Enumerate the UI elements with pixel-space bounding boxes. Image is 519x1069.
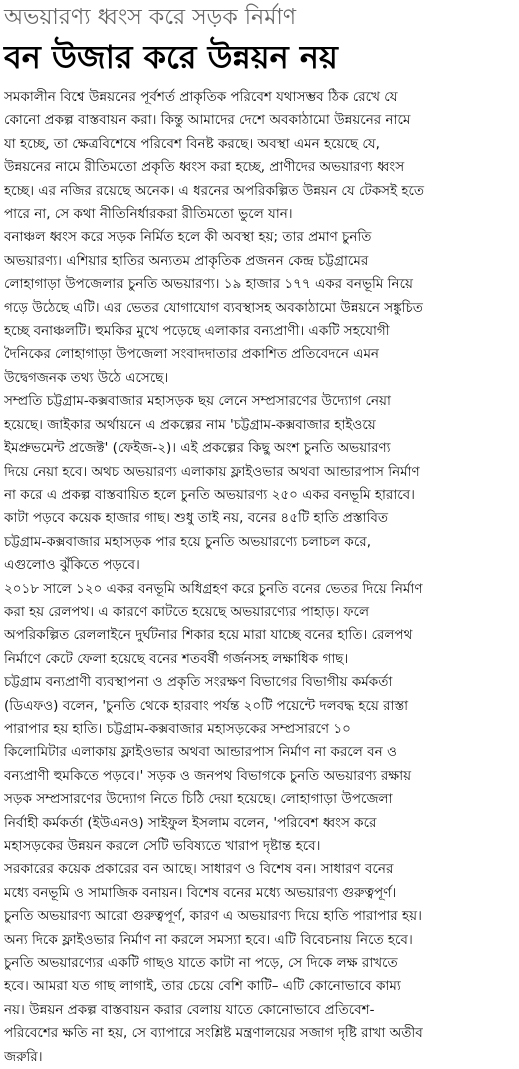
paragraph-line: পারে না, সে কথা নীতিনির্ধারকরা রীতিমতো ভুলে যান।: [4, 206, 293, 223]
paragraph-line: গড়ে উঠেছে এটি। এর ভেতর যোগাযোগ ব্যবস্থাসহ অবকাঠামো উন্নয়নে সঙ্কুচিত: [4, 299, 423, 316]
paragraph-line: ইমপ্রুভমেন্ট প্রজেক্ট' (ফেইজ-২)। এই প্রকল্পের কিছু অংশ চুনতি অভয়ারণ্য: [4, 440, 391, 457]
paragraph-line: অপরিকল্পিত রেললাইনে দুর্ঘটনার শিকার হয়ে মারা যাচ্ছে বনের হাতি। রেলপথ: [4, 627, 413, 644]
paragraph-line: সমকালীন বিশ্বে উন্নয়নের পূর্বশর্ত প্রাকৃতিক পরিবেশ যথাসম্ভব ঠিক রেখে যে: [4, 89, 398, 105]
paragraph-line: উদ্বেগজনক তথ্য উঠে এসেছে।: [4, 369, 169, 386]
paragraph-line: অন্য দিকে ফ্লাইওভার নির্মাণ না করলে সমস্যা হবে। এটি বিবেচনায় নিতে হবে।: [4, 931, 413, 948]
article-paragraph: [4, 578, 515, 672]
article-body: [4, 86, 515, 1069]
paragraph-line: না করে এ প্রকল্প বাস্তবায়িত হলে চুনতি অভয়ারণ্য ২৫০ একর বনভূমি হারাবে।: [4, 486, 416, 503]
paragraph-line: সম্প্রতি চট্টগ্রাম-কক্সবাজার মহাসড়ক ছয় লেনে সম্প্রসারণের উদ্যোগ নেয়া: [4, 393, 391, 410]
paragraph-line: ২০১৮ সালে ১২০ একর বনভূমি অধিগ্রহণ করে চুনতি বনের ভেতর দিয়ে নির্মাণ: [4, 580, 423, 597]
paragraph-line: সরকারের কয়েক প্রকারের বন আছে। সাধারণ ও বিশেষ বন। সাধারণ বনের: [4, 861, 394, 878]
paragraph-line: দৈনিকের লোহাগাড়া উপজেলা সংবাদদাতার প্রকাশিত প্রতিবেদনে এমন: [4, 346, 379, 363]
paragraph-line: লোহাগাড়া উপজেলার চুনতি অভয়ারণ্য। ১৯ হাজার ১৭৭ একর বনভূমি নিয়ে: [4, 276, 413, 293]
paragraph-line: নির্মাণে কেটে ফেলা হয়েছে বনের শতবর্ষী গর্জনসহ লক্ষাধিক গাছ।: [4, 650, 349, 667]
paragraph-line: (ডিএফও) বলেন, 'চুনতি থেকে হারবাং পর্যন্ত ২০টি পয়েন্টে দলবদ্ধ হয়ে রাস্তা: [4, 697, 409, 714]
paragraph-line: হয়েছে। জাইকার অর্থায়নে এ প্রকল্পের নাম 'চট্টগ্রাম-কক্সবাজার হাইওয়ে: [4, 416, 376, 433]
paragraph-line: মধ্যে বনভূমি ও সামাজিক বনায়ন। বিশেষ বনের মধ্যে অভয়ারণ্য গুরুত্বপূর্ণ।: [4, 884, 397, 901]
paragraph-line: কাটা পড়বে কয়েক হাজার গাছ। শুধু তাই নয়, বনের ৪৫টি হাতি প্রস্তাবিত: [4, 510, 388, 527]
paragraph-line: পরিবেশের ক্ষতি না হয়, সে ব্যাপারে সংশ্লিষ্ট মন্ত্রণালয়ের সজাগ দৃষ্টি রাখা অতীব: [4, 1025, 423, 1042]
paragraph-line: নয়। উন্নয়ন প্রকল্প বাস্তবায়ন করার বেলায় যাতে কোনোভাবে প্রতিবেশ-: [4, 1001, 375, 1018]
paragraph-line: হচ্ছে বনাঞ্চলটি। হুমকির মুখে পড়েছে এলাকার বন্যপ্রাণী। একটি সহযোগী: [4, 323, 390, 340]
paragraph-line: হবে। আমরা যত গাছ লাগাই, তার চেয়ে বেশি কাটি– এটি কোনোভাবে কাম্য: [4, 978, 401, 995]
paragraph-line: দিয়ে নেয়া হবে। অথচ অভয়ারণ্য এলাকায় ফ্লাইওভার অথবা আন্ডারপাস নির্মাণ: [4, 463, 420, 480]
article-paragraph: [4, 858, 515, 1069]
paragraph-line: হচ্ছে। এর নজির রয়েছে অনেক। এ ধরনের অপরিকল্পিত উন্নয়ন যে টেকসই হতে: [4, 182, 425, 199]
paragraph-line: উন্নয়নের নামে রীতিমতো প্রকৃতি ধ্বংস করা হচ্ছে, প্রাণীদের অভয়ারণ্য ধ্বংস: [4, 159, 405, 176]
paragraph-line: যা হচ্ছে, তা ক্ষেত্রবিশেষে পরিবেশ বিনষ্ট করছে। অবস্থা এমন হয়েছে যে,: [4, 135, 380, 152]
paragraph-line: চট্টগ্রাম-কক্সবাজার মহাসড়ক পার হয়ে চুনতি অভয়ারণ্যে চলাচল করে,: [4, 533, 371, 550]
paragraph-line: নির্বাহী কর্মকর্তা (ইউএনও) সাইফুল ইসলাম বলেন, 'পরিবেশ ধ্বংস করে: [4, 814, 377, 831]
paragraph-line: মহাসড়কের উন্নয়ন করলে সেটি ভবিষ্যতে খারাপ দৃষ্টান্ত হবে।: [4, 838, 321, 854]
article-kicker: অভয়ারণ্য ধ্বংস করে সড়ক নির্মাণ: [4, 5, 297, 30]
paragraph-line: এগুলোও ঝুঁকিতে পড়বে।: [4, 557, 140, 574]
paragraph-line: চুনতি অভয়ারণ্য আরো গুরুত্বপূর্ণ, কারণ এ অভয়ারণ্য দিয়ে হাতি পারাপার হয়।: [4, 908, 422, 925]
article-paragraph: [4, 226, 515, 390]
paragraph-line: অভয়ারণ্য। এশিয়ার হাতির অন্যতম প্রাকৃতিক প্রজনন কেন্দ্র চট্টগ্রামের: [4, 252, 369, 269]
paragraph-line: কোনো প্রকল্প বাস্তবায়ন করা। কিন্তু আমাদের দেশে অবকাঠামো উন্নয়নের নামে: [4, 112, 411, 129]
article-headline: বন উজার করে উন্নয়ন নয়: [4, 38, 338, 76]
article-paragraph: [4, 671, 515, 858]
paragraph-line: জরুরি।: [4, 1048, 43, 1065]
paragraph-line: বনাঞ্চল ধ্বংস করে সড়ক নির্মিত হলে কী অবস্থা হয়; তার প্রমাণ চুনতি: [4, 229, 372, 246]
article-paragraph: [4, 86, 515, 226]
paragraph-line: সড়ক সম্প্রসারণের উদ্যোগ নিতে চিঠি দেয়া হয়েছে। লোহাগাড়া উপজেলা: [4, 791, 393, 808]
paragraph-line: চুনতি অভয়ারণ্যের একটি গাছও যাতে কাটা না পড়ে, সে দিকে লক্ষ রাখতে: [4, 955, 398, 972]
paragraph-line: করা হয় রেলপথ। এ কারণে কাটতে হয়েছে অভয়ারণ্যের পাহাড়। ফলে: [4, 603, 370, 620]
article-paragraph: [4, 390, 515, 577]
paragraph-line: বন্যপ্রাণী হুমকিতে পড়বে।' সড়ক ও জনপথ বিভাগকে চুনতি অভয়ারণ্য রক্ষায়: [4, 767, 412, 784]
paragraph-line: কিলোমিটার এলাকায় ফ্লাইওভার অথবা আন্ডারপাস নির্মাণ না করলে বন ও: [4, 744, 397, 761]
paragraph-line: পারাপার হয় হাতি। চট্টগ্রাম-কক্সবাজার মহাসড়কের সম্প্রসারণে ১০: [4, 720, 351, 737]
paragraph-line: চট্টগ্রাম বন্যপ্রাণী ব্যবস্থাপনা ও প্রকৃতি সংরক্ষণ বিভাগের বিভাগীয় কর্মকর্তা: [4, 674, 393, 691]
